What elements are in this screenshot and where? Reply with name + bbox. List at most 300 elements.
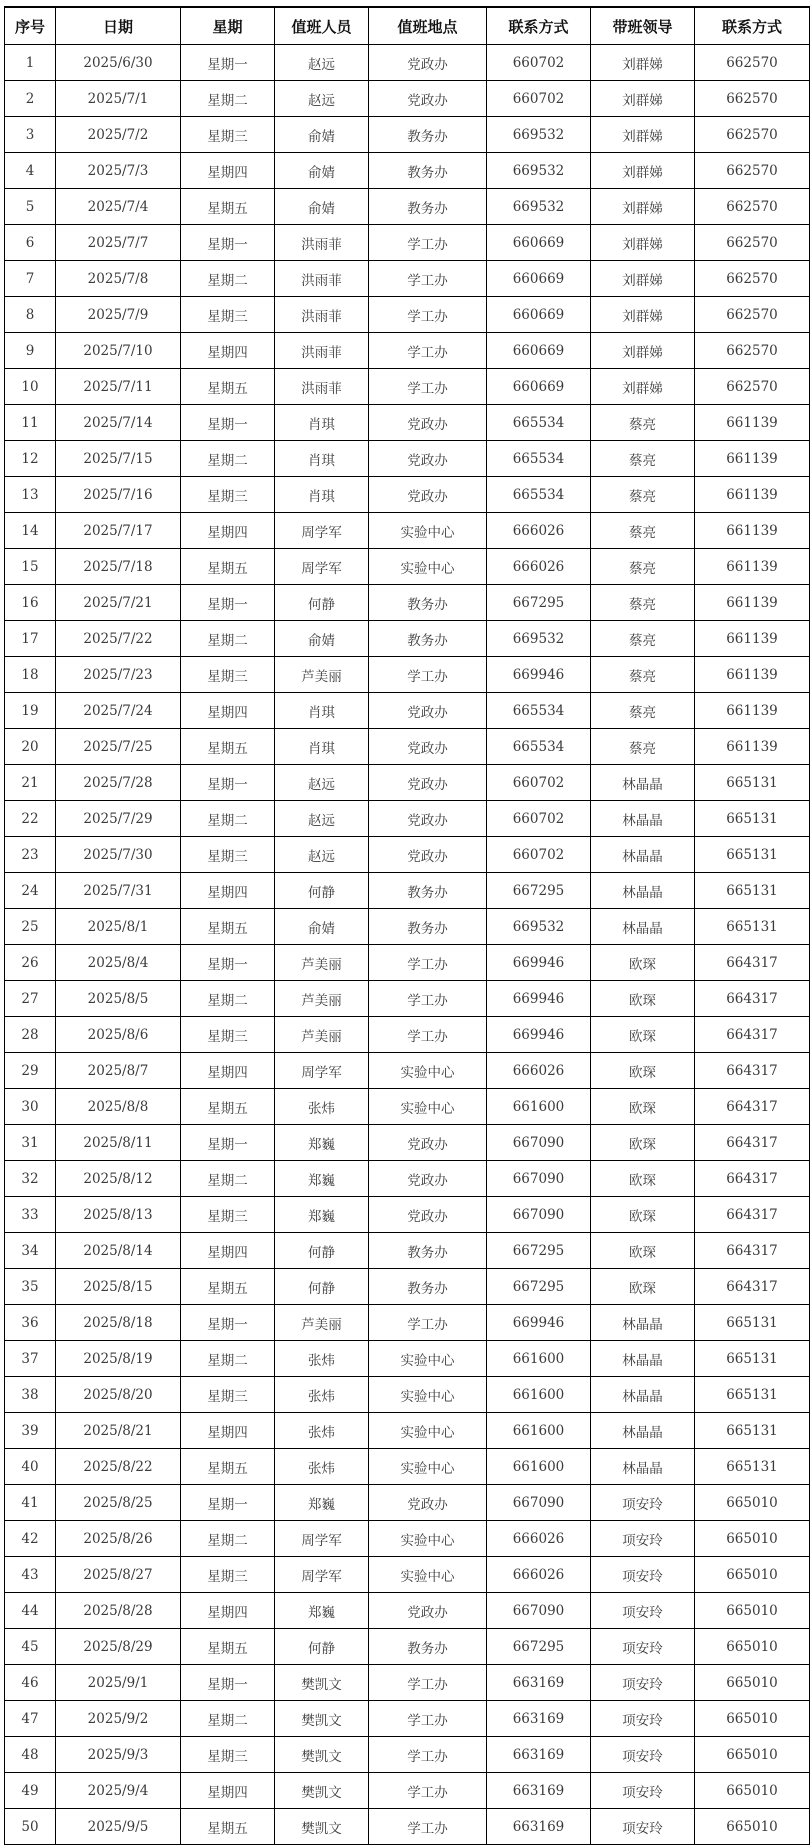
cell-date: 2025/8/22	[56, 1449, 181, 1485]
cell-index: 4	[5, 153, 56, 189]
cell-date: 2025/7/11	[56, 369, 181, 405]
cell-weekday: 星期三	[181, 837, 275, 873]
cell-duty-person: 郑巍	[275, 1125, 369, 1161]
cell-duty-contact: 669532	[487, 153, 591, 189]
cell-duty-contact: 660702	[487, 801, 591, 837]
header-weekday: 星期	[181, 7, 275, 45]
cell-duty-person: 张炜	[275, 1377, 369, 1413]
cell-duty-location: 党政办	[369, 441, 487, 477]
cell-date: 2025/7/3	[56, 153, 181, 189]
cell-leader: 欧琛	[591, 981, 695, 1017]
cell-leader: 林晶晶	[591, 909, 695, 945]
header-duty-contact: 联系方式	[487, 7, 591, 45]
cell-duty-person: 樊凯文	[275, 1773, 369, 1809]
cell-duty-location: 学工办	[369, 1665, 487, 1701]
cell-index: 48	[5, 1737, 56, 1773]
header-index: 序号	[5, 7, 56, 45]
cell-duty-contact: 666026	[487, 549, 591, 585]
cell-leader: 欧琛	[591, 1089, 695, 1125]
cell-duty-contact: 660669	[487, 225, 591, 261]
cell-duty-person: 张炜	[275, 1089, 369, 1125]
cell-weekday: 星期四	[181, 1773, 275, 1809]
cell-date: 2025/8/20	[56, 1377, 181, 1413]
cell-date: 2025/8/1	[56, 909, 181, 945]
cell-duty-location: 学工办	[369, 1809, 487, 1845]
table-row	[5, 225, 810, 261]
cell-weekday: 星期一	[181, 945, 275, 981]
cell-weekday: 星期四	[181, 1053, 275, 1089]
cell-duty-person: 肖琪	[275, 693, 369, 729]
table-row	[5, 729, 810, 765]
cell-weekday: 星期五	[181, 729, 275, 765]
table-row	[5, 693, 810, 729]
cell-duty-location: 教务办	[369, 189, 487, 225]
cell-duty-person: 芦美丽	[275, 981, 369, 1017]
cell-index: 20	[5, 729, 56, 765]
cell-duty-person: 芦美丽	[275, 1305, 369, 1341]
cell-index: 2	[5, 81, 56, 117]
cell-index: 46	[5, 1665, 56, 1701]
cell-leader-contact: 661139	[695, 441, 810, 477]
cell-date: 2025/9/3	[56, 1737, 181, 1773]
cell-weekday: 星期二	[181, 441, 275, 477]
cell-date: 2025/7/15	[56, 441, 181, 477]
table-row	[5, 369, 810, 405]
table-row	[5, 513, 810, 549]
cell-duty-location: 教务办	[369, 1629, 487, 1665]
table-row	[5, 1485, 810, 1521]
cell-date: 2025/7/31	[56, 873, 181, 909]
cell-duty-location: 党政办	[369, 477, 487, 513]
cell-duty-location: 实验中心	[369, 1341, 487, 1377]
cell-duty-contact: 660702	[487, 837, 591, 873]
header-date: 日期	[56, 7, 181, 45]
cell-leader-contact: 665131	[695, 1449, 810, 1485]
cell-index: 7	[5, 261, 56, 297]
cell-duty-person: 樊凯文	[275, 1737, 369, 1773]
table-row	[5, 153, 810, 189]
cell-weekday: 星期四	[181, 1593, 275, 1629]
cell-duty-contact: 663169	[487, 1665, 591, 1701]
cell-weekday: 星期二	[181, 81, 275, 117]
cell-leader-contact: 661139	[695, 549, 810, 585]
cell-index: 37	[5, 1341, 56, 1377]
table-row	[5, 1521, 810, 1557]
table-row	[5, 117, 810, 153]
cell-duty-person: 俞婧	[275, 621, 369, 657]
cell-duty-person: 俞婧	[275, 153, 369, 189]
cell-weekday: 星期四	[181, 693, 275, 729]
table-row	[5, 1629, 810, 1665]
cell-duty-person: 樊凯文	[275, 1701, 369, 1737]
cell-duty-contact: 663169	[487, 1701, 591, 1737]
cell-leader-contact: 665131	[695, 873, 810, 909]
cell-index: 33	[5, 1197, 56, 1233]
cell-duty-contact: 660702	[487, 81, 591, 117]
cell-duty-location: 党政办	[369, 837, 487, 873]
cell-leader: 刘群娣	[591, 333, 695, 369]
cell-leader: 刘群娣	[591, 81, 695, 117]
cell-duty-person: 郑巍	[275, 1161, 369, 1197]
cell-index: 21	[5, 765, 56, 801]
cell-duty-contact: 667295	[487, 1233, 591, 1269]
cell-index: 1	[5, 45, 56, 81]
cell-leader-contact: 664317	[695, 1053, 810, 1089]
cell-index: 29	[5, 1053, 56, 1089]
table-row	[5, 1017, 810, 1053]
cell-leader: 蔡亮	[591, 621, 695, 657]
cell-index: 35	[5, 1269, 56, 1305]
cell-duty-person: 张炜	[275, 1449, 369, 1485]
cell-weekday: 星期三	[181, 657, 275, 693]
cell-duty-person: 肖琪	[275, 477, 369, 513]
cell-duty-contact: 665534	[487, 693, 591, 729]
table-row	[5, 81, 810, 117]
cell-leader: 欧琛	[591, 945, 695, 981]
cell-duty-person: 郑巍	[275, 1593, 369, 1629]
cell-date: 2025/8/28	[56, 1593, 181, 1629]
table-row	[5, 945, 810, 981]
cell-leader: 刘群娣	[591, 45, 695, 81]
cell-index: 6	[5, 225, 56, 261]
cell-index: 18	[5, 657, 56, 693]
cell-duty-person: 芦美丽	[275, 657, 369, 693]
cell-index: 39	[5, 1413, 56, 1449]
cell-leader: 项安玲	[591, 1701, 695, 1737]
cell-duty-person: 郑巍	[275, 1485, 369, 1521]
cell-leader-contact: 664317	[695, 1197, 810, 1233]
table-row	[5, 1449, 810, 1485]
cell-date: 2025/8/19	[56, 1341, 181, 1377]
cell-date: 2025/7/30	[56, 837, 181, 873]
cell-weekday: 星期二	[181, 1521, 275, 1557]
cell-duty-location: 学工办	[369, 333, 487, 369]
cell-duty-person: 何静	[275, 873, 369, 909]
cell-duty-location: 党政办	[369, 729, 487, 765]
cell-leader: 项安玲	[591, 1521, 695, 1557]
cell-duty-contact: 667295	[487, 1629, 591, 1665]
cell-duty-location: 教务办	[369, 621, 487, 657]
cell-leader-contact: 661139	[695, 513, 810, 549]
cell-leader-contact: 665131	[695, 1341, 810, 1377]
table-row	[5, 45, 810, 81]
cell-leader: 蔡亮	[591, 585, 695, 621]
cell-leader: 林晶晶	[591, 1305, 695, 1341]
cell-leader: 项安玲	[591, 1773, 695, 1809]
cell-duty-person: 张炜	[275, 1413, 369, 1449]
cell-leader: 刘群娣	[591, 261, 695, 297]
table-row	[5, 1593, 810, 1629]
cell-index: 47	[5, 1701, 56, 1737]
table-row	[5, 1737, 810, 1773]
cell-weekday: 星期三	[181, 477, 275, 513]
cell-duty-location: 实验中心	[369, 1449, 487, 1485]
cell-index: 14	[5, 513, 56, 549]
cell-index: 10	[5, 369, 56, 405]
cell-date: 2025/7/24	[56, 693, 181, 729]
cell-duty-contact: 669946	[487, 657, 591, 693]
cell-duty-location: 实验中心	[369, 513, 487, 549]
table-row	[5, 765, 810, 801]
cell-duty-location: 党政办	[369, 1197, 487, 1233]
table-row	[5, 1773, 810, 1809]
cell-index: 38	[5, 1377, 56, 1413]
cell-duty-contact: 661600	[487, 1413, 591, 1449]
cell-date: 2025/7/22	[56, 621, 181, 657]
cell-date: 2025/7/16	[56, 477, 181, 513]
cell-index: 11	[5, 405, 56, 441]
cell-duty-contact: 666026	[487, 1521, 591, 1557]
cell-date: 2025/8/11	[56, 1125, 181, 1161]
cell-index: 28	[5, 1017, 56, 1053]
cell-date: 2025/8/7	[56, 1053, 181, 1089]
cell-date: 2025/8/29	[56, 1629, 181, 1665]
cell-date: 2025/7/9	[56, 297, 181, 333]
cell-duty-person: 赵远	[275, 765, 369, 801]
cell-duty-contact: 669532	[487, 189, 591, 225]
cell-index: 9	[5, 333, 56, 369]
cell-leader-contact: 662570	[695, 117, 810, 153]
cell-duty-person: 郑巍	[275, 1197, 369, 1233]
cell-leader: 林晶晶	[591, 873, 695, 909]
cell-leader: 蔡亮	[591, 441, 695, 477]
cell-duty-person: 芦美丽	[275, 945, 369, 981]
cell-index: 22	[5, 801, 56, 837]
cell-leader-contact: 665131	[695, 1413, 810, 1449]
cell-index: 45	[5, 1629, 56, 1665]
cell-leader: 项安玲	[591, 1737, 695, 1773]
cell-leader-contact: 664317	[695, 1089, 810, 1125]
cell-leader-contact: 662570	[695, 153, 810, 189]
table-row	[5, 621, 810, 657]
cell-duty-person: 赵远	[275, 837, 369, 873]
cell-duty-location: 党政办	[369, 1125, 487, 1161]
cell-leader: 林晶晶	[591, 837, 695, 873]
cell-duty-person: 周学军	[275, 1521, 369, 1557]
cell-duty-contact: 669946	[487, 945, 591, 981]
table-row	[5, 585, 810, 621]
cell-weekday: 星期五	[181, 1269, 275, 1305]
cell-leader: 蔡亮	[591, 693, 695, 729]
cell-weekday: 星期三	[181, 1737, 275, 1773]
cell-duty-location: 学工办	[369, 225, 487, 261]
cell-leader-contact: 661139	[695, 477, 810, 513]
cell-duty-person: 樊凯文	[275, 1665, 369, 1701]
cell-index: 5	[5, 189, 56, 225]
cell-duty-location: 教务办	[369, 153, 487, 189]
cell-leader-contact: 664317	[695, 1017, 810, 1053]
cell-leader-contact: 665131	[695, 1377, 810, 1413]
cell-weekday: 星期一	[181, 45, 275, 81]
cell-weekday: 星期五	[181, 369, 275, 405]
header-duty-person: 值班人员	[275, 7, 369, 45]
cell-duty-contact: 667090	[487, 1197, 591, 1233]
cell-weekday: 星期三	[181, 117, 275, 153]
cell-leader: 刘群娣	[591, 369, 695, 405]
cell-duty-location: 党政办	[369, 45, 487, 81]
cell-leader-contact: 665131	[695, 1305, 810, 1341]
cell-leader-contact: 665010	[695, 1809, 810, 1845]
cell-index: 36	[5, 1305, 56, 1341]
cell-duty-contact: 667295	[487, 1269, 591, 1305]
cell-weekday: 星期二	[181, 621, 275, 657]
cell-leader: 项安玲	[591, 1557, 695, 1593]
table-row	[5, 837, 810, 873]
table-row	[5, 261, 810, 297]
cell-leader-contact: 661139	[695, 693, 810, 729]
cell-leader-contact: 662570	[695, 369, 810, 405]
table-row	[5, 1701, 810, 1737]
cell-weekday: 星期二	[181, 981, 275, 1017]
cell-date: 2025/7/25	[56, 729, 181, 765]
cell-index: 43	[5, 1557, 56, 1593]
cell-leader: 欧琛	[591, 1125, 695, 1161]
cell-duty-location: 党政办	[369, 81, 487, 117]
cell-leader-contact: 662570	[695, 261, 810, 297]
cell-index: 17	[5, 621, 56, 657]
cell-duty-person: 周学军	[275, 549, 369, 585]
cell-index: 16	[5, 585, 56, 621]
cell-duty-contact: 667295	[487, 585, 591, 621]
cell-index: 8	[5, 297, 56, 333]
cell-duty-contact: 667090	[487, 1125, 591, 1161]
cell-date: 2025/7/4	[56, 189, 181, 225]
cell-leader-contact: 665010	[695, 1773, 810, 1809]
table-row	[5, 1197, 810, 1233]
cell-index: 34	[5, 1233, 56, 1269]
cell-duty-contact: 669946	[487, 981, 591, 1017]
cell-index: 25	[5, 909, 56, 945]
cell-date: 2025/6/30	[56, 45, 181, 81]
cell-index: 13	[5, 477, 56, 513]
table-row	[5, 405, 810, 441]
table-row	[5, 801, 810, 837]
cell-date: 2025/7/10	[56, 333, 181, 369]
table-row	[5, 1269, 810, 1305]
cell-leader-contact: 664317	[695, 1125, 810, 1161]
cell-duty-person: 张炜	[275, 1341, 369, 1377]
table-row	[5, 1413, 810, 1449]
cell-duty-person: 洪雨菲	[275, 261, 369, 297]
cell-duty-contact: 667090	[487, 1593, 591, 1629]
cell-leader-contact: 664317	[695, 981, 810, 1017]
cell-leader-contact: 665010	[695, 1521, 810, 1557]
cell-date: 2025/7/1	[56, 81, 181, 117]
cell-duty-location: 教务办	[369, 1233, 487, 1269]
cell-weekday: 星期一	[181, 1305, 275, 1341]
cell-duty-contact: 665534	[487, 405, 591, 441]
cell-duty-location: 学工办	[369, 1701, 487, 1737]
cell-index: 19	[5, 693, 56, 729]
cell-leader-contact: 661139	[695, 405, 810, 441]
cell-index: 30	[5, 1089, 56, 1125]
cell-duty-location: 党政办	[369, 1161, 487, 1197]
cell-date: 2025/9/5	[56, 1809, 181, 1845]
cell-index: 24	[5, 873, 56, 909]
cell-duty-location: 学工办	[369, 657, 487, 693]
cell-leader-contact: 665010	[695, 1665, 810, 1701]
cell-date: 2025/7/23	[56, 657, 181, 693]
cell-duty-contact: 669946	[487, 1017, 591, 1053]
cell-duty-contact: 663169	[487, 1809, 591, 1845]
cell-duty-location: 实验中心	[369, 1557, 487, 1593]
cell-leader: 刘群娣	[591, 117, 695, 153]
cell-duty-location: 学工办	[369, 981, 487, 1017]
cell-weekday: 星期五	[181, 1629, 275, 1665]
cell-duty-contact: 666026	[487, 513, 591, 549]
cell-leader-contact: 665010	[695, 1629, 810, 1665]
cell-duty-contact: 660669	[487, 297, 591, 333]
cell-weekday: 星期四	[181, 333, 275, 369]
table-body	[5, 45, 810, 1845]
cell-leader: 刘群娣	[591, 225, 695, 261]
cell-duty-location: 学工办	[369, 297, 487, 333]
cell-duty-person: 洪雨菲	[275, 297, 369, 333]
cell-weekday: 星期五	[181, 549, 275, 585]
cell-weekday: 星期三	[181, 1017, 275, 1053]
cell-duty-contact: 661600	[487, 1089, 591, 1125]
cell-date: 2025/8/4	[56, 945, 181, 981]
cell-duty-contact: 661600	[487, 1341, 591, 1377]
cell-weekday: 星期一	[181, 225, 275, 261]
cell-leader: 蔡亮	[591, 405, 695, 441]
cell-duty-contact: 660669	[487, 333, 591, 369]
cell-duty-contact: 665534	[487, 729, 591, 765]
cell-leader: 林晶晶	[591, 1413, 695, 1449]
cell-duty-person: 何静	[275, 585, 369, 621]
cell-leader: 项安玲	[591, 1809, 695, 1845]
cell-index: 50	[5, 1809, 56, 1845]
cell-leader: 项安玲	[591, 1629, 695, 1665]
cell-duty-contact: 669532	[487, 621, 591, 657]
cell-date: 2025/8/8	[56, 1089, 181, 1125]
cell-leader-contact: 662570	[695, 189, 810, 225]
cell-duty-contact: 667295	[487, 873, 591, 909]
cell-leader: 欧琛	[591, 1269, 695, 1305]
cell-weekday: 星期五	[181, 189, 275, 225]
cell-weekday: 星期一	[181, 1665, 275, 1701]
cell-date: 2025/8/14	[56, 1233, 181, 1269]
cell-weekday: 星期二	[181, 1341, 275, 1377]
cell-leader: 刘群娣	[591, 189, 695, 225]
table-row	[5, 657, 810, 693]
table-row	[5, 1809, 810, 1845]
cell-duty-contact: 665534	[487, 477, 591, 513]
cell-weekday: 星期三	[181, 1377, 275, 1413]
cell-weekday: 星期一	[181, 1125, 275, 1161]
cell-duty-person: 洪雨菲	[275, 369, 369, 405]
table-row	[5, 1053, 810, 1089]
cell-weekday: 星期一	[181, 405, 275, 441]
cell-duty-person: 何静	[275, 1233, 369, 1269]
cell-duty-contact: 660702	[487, 45, 591, 81]
cell-date: 2025/7/7	[56, 225, 181, 261]
cell-duty-location: 教务办	[369, 1269, 487, 1305]
cell-duty-location: 学工办	[369, 1737, 487, 1773]
cell-duty-location: 实验中心	[369, 549, 487, 585]
cell-leader: 欧琛	[591, 1197, 695, 1233]
cell-leader-contact: 661139	[695, 585, 810, 621]
cell-index: 42	[5, 1521, 56, 1557]
header-leader-contact: 联系方式	[695, 7, 810, 45]
table-row	[5, 1161, 810, 1197]
cell-leader: 蔡亮	[591, 513, 695, 549]
cell-date: 2025/7/14	[56, 405, 181, 441]
cell-duty-location: 党政办	[369, 693, 487, 729]
cell-duty-person: 周学军	[275, 513, 369, 549]
cell-leader: 蔡亮	[591, 729, 695, 765]
cell-duty-contact: 660702	[487, 765, 591, 801]
